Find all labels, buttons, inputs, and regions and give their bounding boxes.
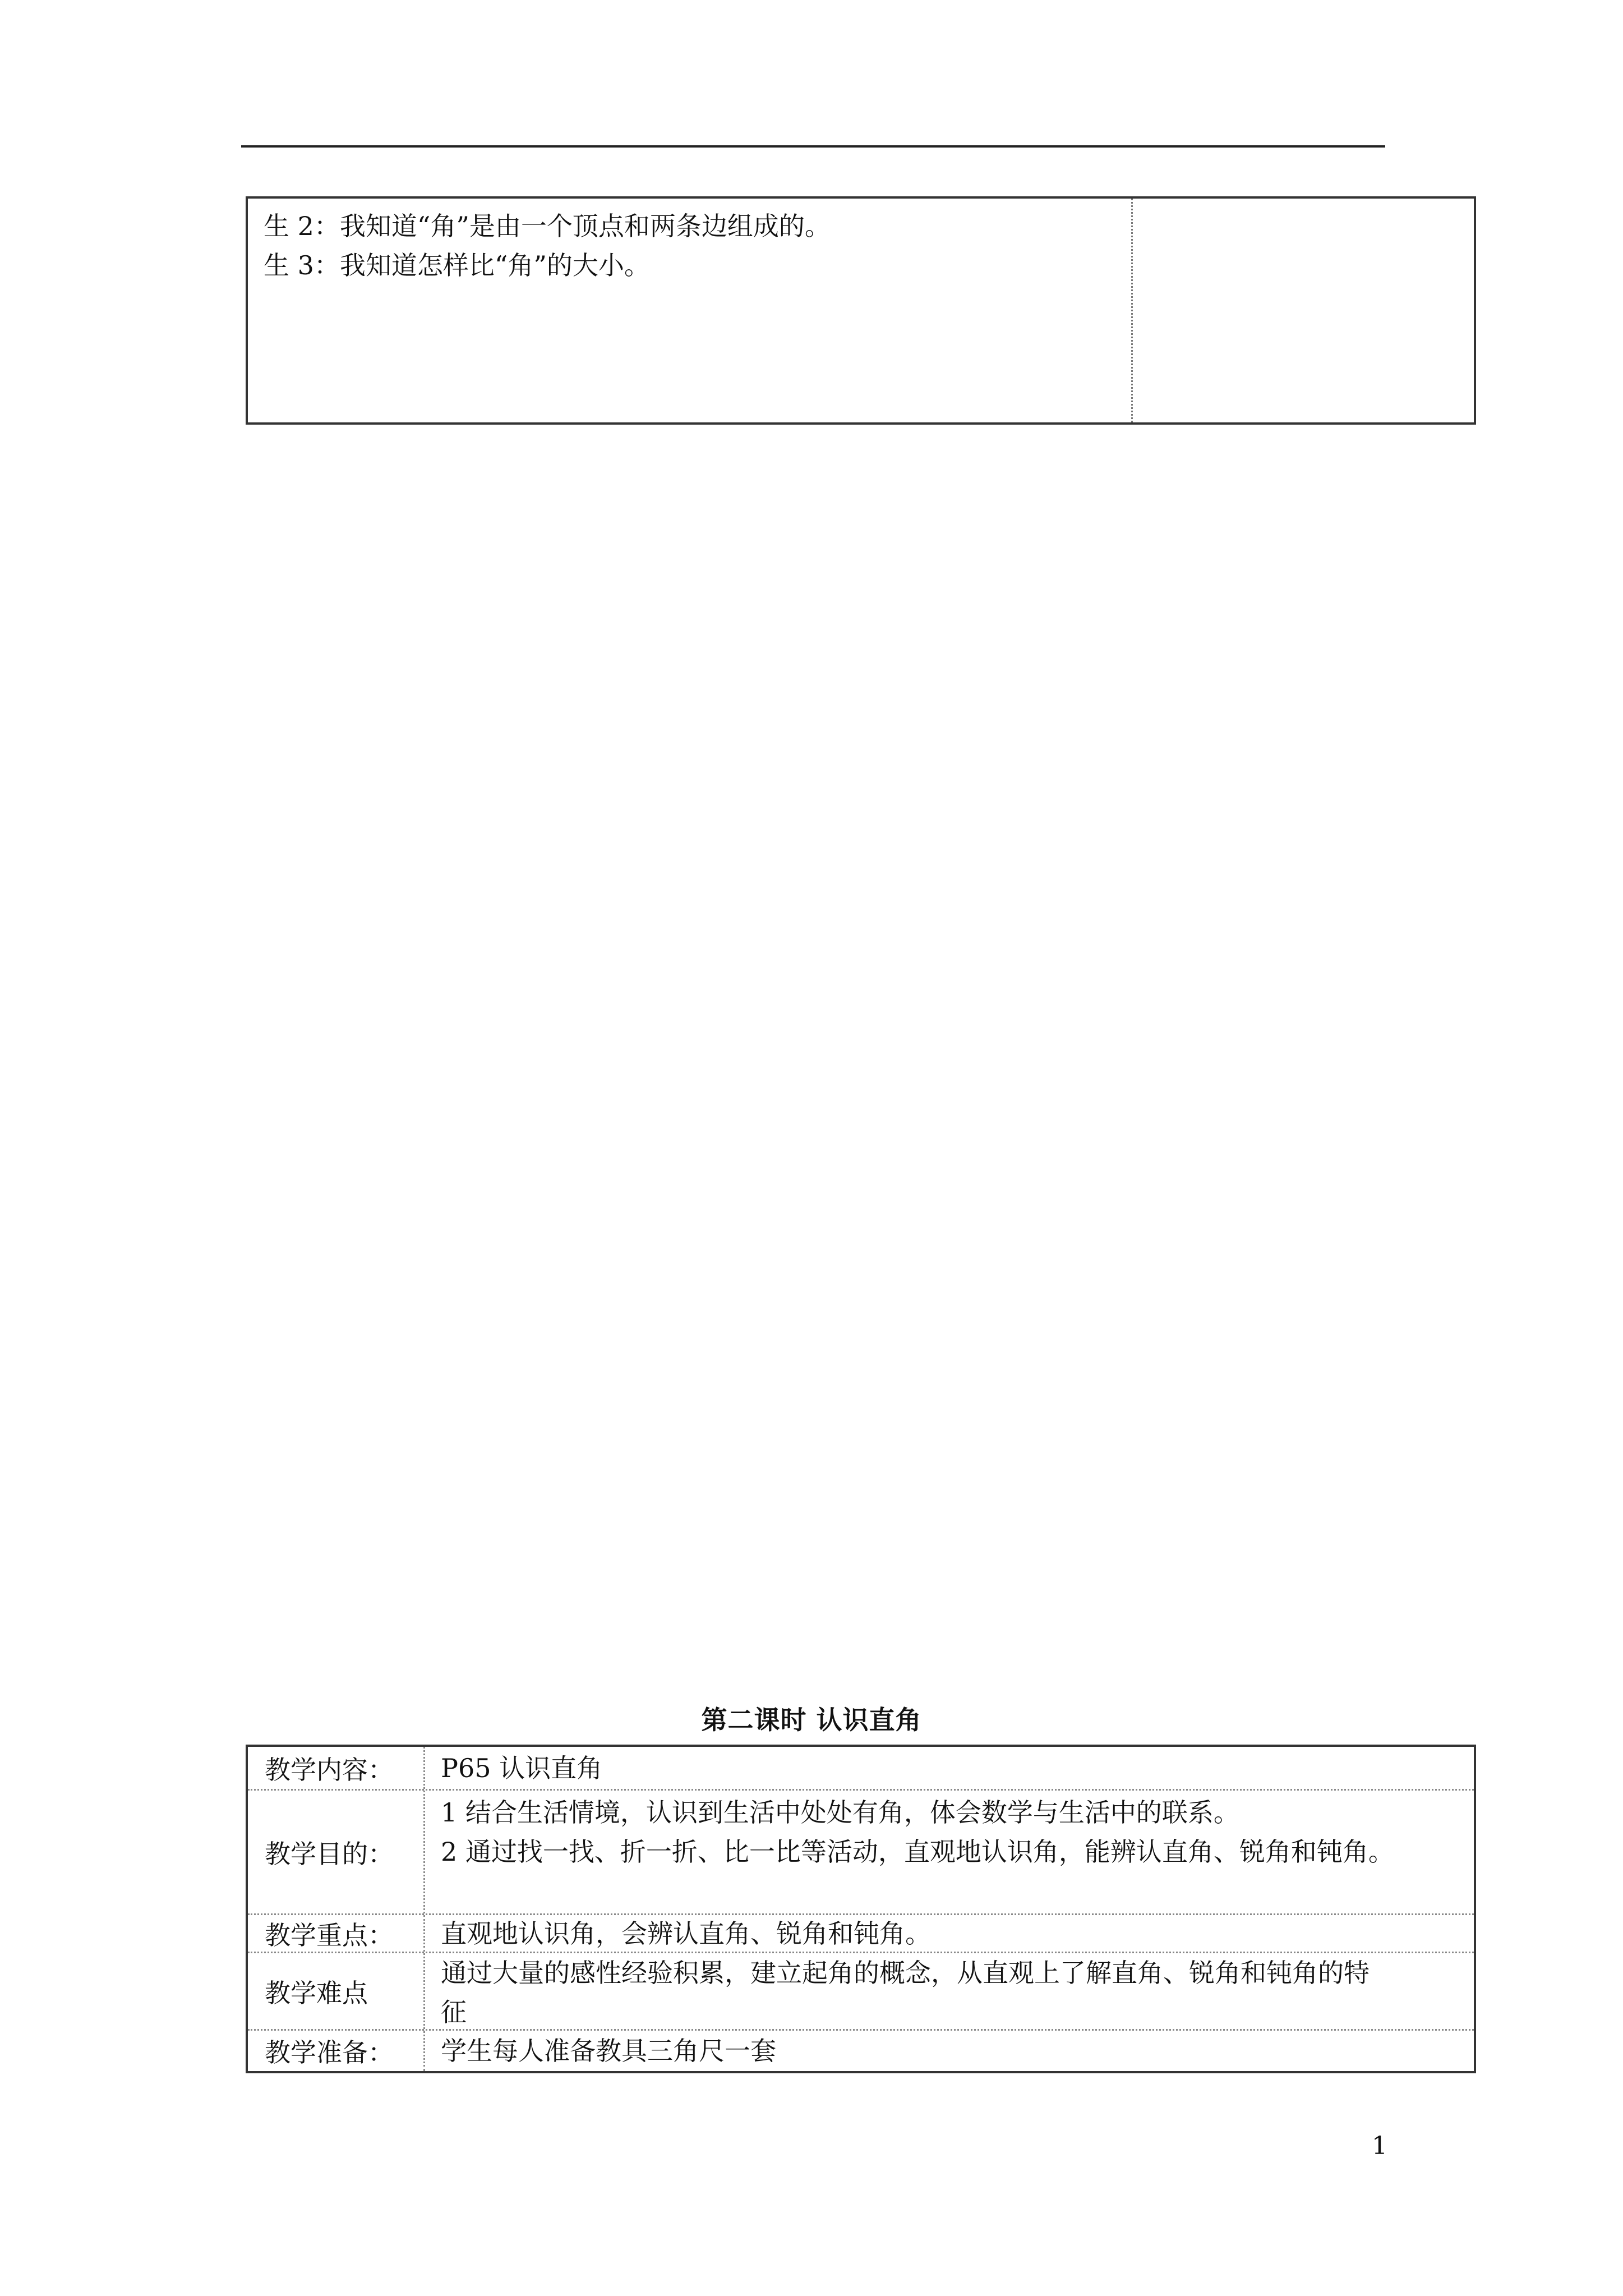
row-key-point: [248, 1915, 1474, 1953]
value-teaching-content: P65 认识直角: [441, 1752, 603, 1783]
page-number: 1: [1372, 2132, 1387, 2160]
label-teaching-goal: 教学目的：: [248, 1791, 425, 1913]
value-preparation: 学生每人准备教具三角尺一套: [441, 2036, 776, 2066]
row-difficulty: [248, 1953, 1474, 2031]
continuation-main-cell: [248, 199, 1133, 422]
continuation-notes-cell: [1133, 199, 1474, 422]
label-teaching-content: 教学内容：: [248, 1747, 425, 1789]
lesson-plan-table: [246, 1745, 1476, 2073]
header-rule: [241, 145, 1385, 148]
value-difficulty: [425, 1953, 1474, 2029]
label-difficulty: 教学难点: [248, 1953, 425, 2029]
student-answer-3: 生 3：我知道怎样比“角”的大小。: [264, 250, 650, 280]
row-preparation: [248, 2031, 1474, 2071]
value-key-point: 直观地认识角，会辨认直角、锐角和钝角。: [441, 1918, 931, 1949]
label-key-point: 教学重点：: [248, 1915, 425, 1952]
label-preparation: 教学准备：: [248, 2031, 425, 2071]
lesson-title: 第二课时 认识直角: [701, 1705, 922, 1735]
row-teaching-content: [248, 1747, 1474, 1791]
difficulty-line-1: 通过大量的感性经验积累，建立起角的概念，从直观上了解直角、锐角和钝角的特: [441, 1958, 1370, 1988]
student-answer-2: 生 2：我知道“角”是由一个顶点和两条边组成的。: [264, 211, 831, 241]
difficulty-line-2: 征: [441, 1997, 467, 2027]
row-teaching-goal: [248, 1791, 1474, 1915]
value-teaching-goal: [425, 1791, 1474, 1913]
goal-item-2: 2 通过找一找、折一折、比一比等活动，直观地认识角，能辨认直角、锐角和钝角。: [441, 1837, 1394, 1867]
continuation-table: [246, 196, 1476, 425]
goal-item-1: 1 结合生活情境，认识到生活中处处有角，体会数学与生活中的联系。: [441, 1797, 1239, 1828]
